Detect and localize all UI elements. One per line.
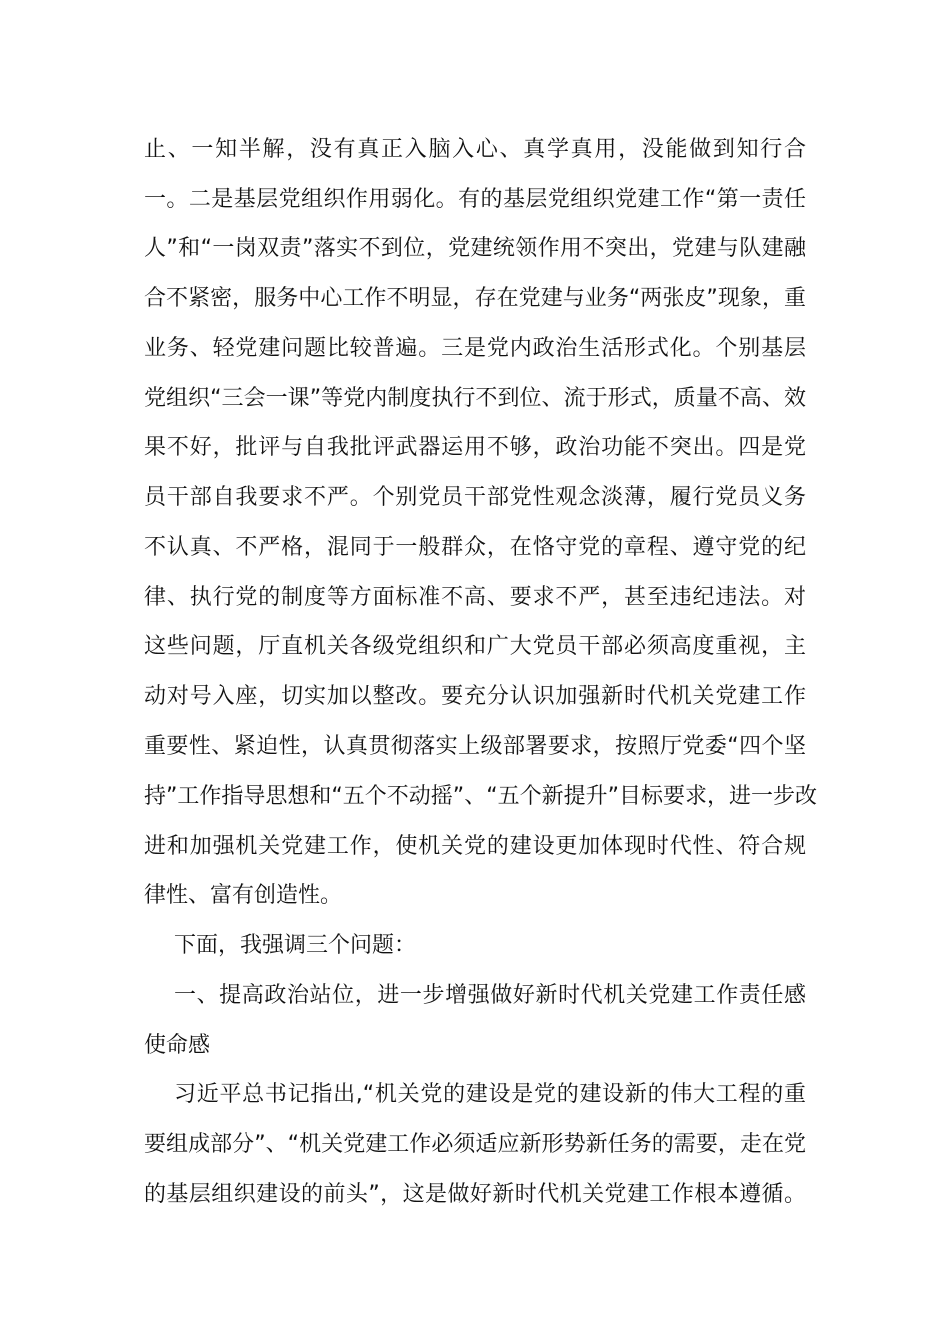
text-line: 的基层组织建设的前头”，这是做好新时代机关党建工作根本遵循。	[144, 1182, 806, 1207]
text-line: 律、执行党的制度等方面标准不高、要求不严，甚至违纪违法。对	[144, 585, 806, 610]
text-line: 这些问题，厅直机关各级党组织和广大党员干部必须高度重视，主	[144, 634, 806, 659]
text-line: 止、一知半解，没有真正入脑入心、真学真用，没能做到知行合	[144, 137, 806, 162]
text-line: 合不紧密，服务中心工作不明显，存在党建与业务“两张皮”现象，重	[144, 286, 806, 311]
text-line: 果不好，批评与自我批评武器运用不够，政治功能不突出。四是党	[144, 435, 806, 460]
text-line: 业务、轻党建问题比较普遍。三是党内政治生活形式化。个别基层	[144, 336, 806, 361]
section-heading: 一、提高政治站位，进一步增强做好新时代机关党建工作责任感	[174, 983, 806, 1008]
text-line: 律性、富有创造性。	[144, 883, 343, 908]
text-line: 持”工作指导思想和“五个不动摇”、“五个新提升”目标要求，进一步改	[144, 784, 817, 809]
text-line: 进和加强机关党建工作，使机关党的建设更加体现时代性、符合规	[144, 834, 806, 859]
text-line: 重要性、紧迫性，认真贯彻落实上级部署要求，按照厅党委“四个坚	[144, 734, 806, 759]
text-line: 一。二是基层党组织作用弱化。有的基层党组织党建工作“第一责任	[144, 187, 806, 212]
text-line: 要组成部分”、“机关党建工作必须适应新形势新任务的需要，走在党	[144, 1132, 806, 1157]
text-line: 习近平总书记指出,“机关党的建设是党的建设新的伟大工程的重	[174, 1082, 806, 1107]
text-line: 动对号入座，切实加以整改。要充分认识加强新时代机关党建工作	[144, 684, 806, 709]
section-heading: 使命感	[144, 1033, 211, 1058]
text-line: 员干部自我要求不严。个别党员干部党性观念淡薄，履行党员义务	[144, 485, 806, 510]
text-line: 人”和“一岗双责”落实不到位，党建统领作用不突出，党建与队建融	[144, 236, 806, 261]
text-line: 党组织“三会一课”等党内制度执行不到位、流于形式，质量不高、效	[144, 386, 806, 411]
text-line: 不认真、不严格，混同于一般群众，在恪守党的章程、遵守党的纪	[144, 535, 806, 560]
text-line: 下面，我强调三个问题：	[174, 933, 417, 958]
